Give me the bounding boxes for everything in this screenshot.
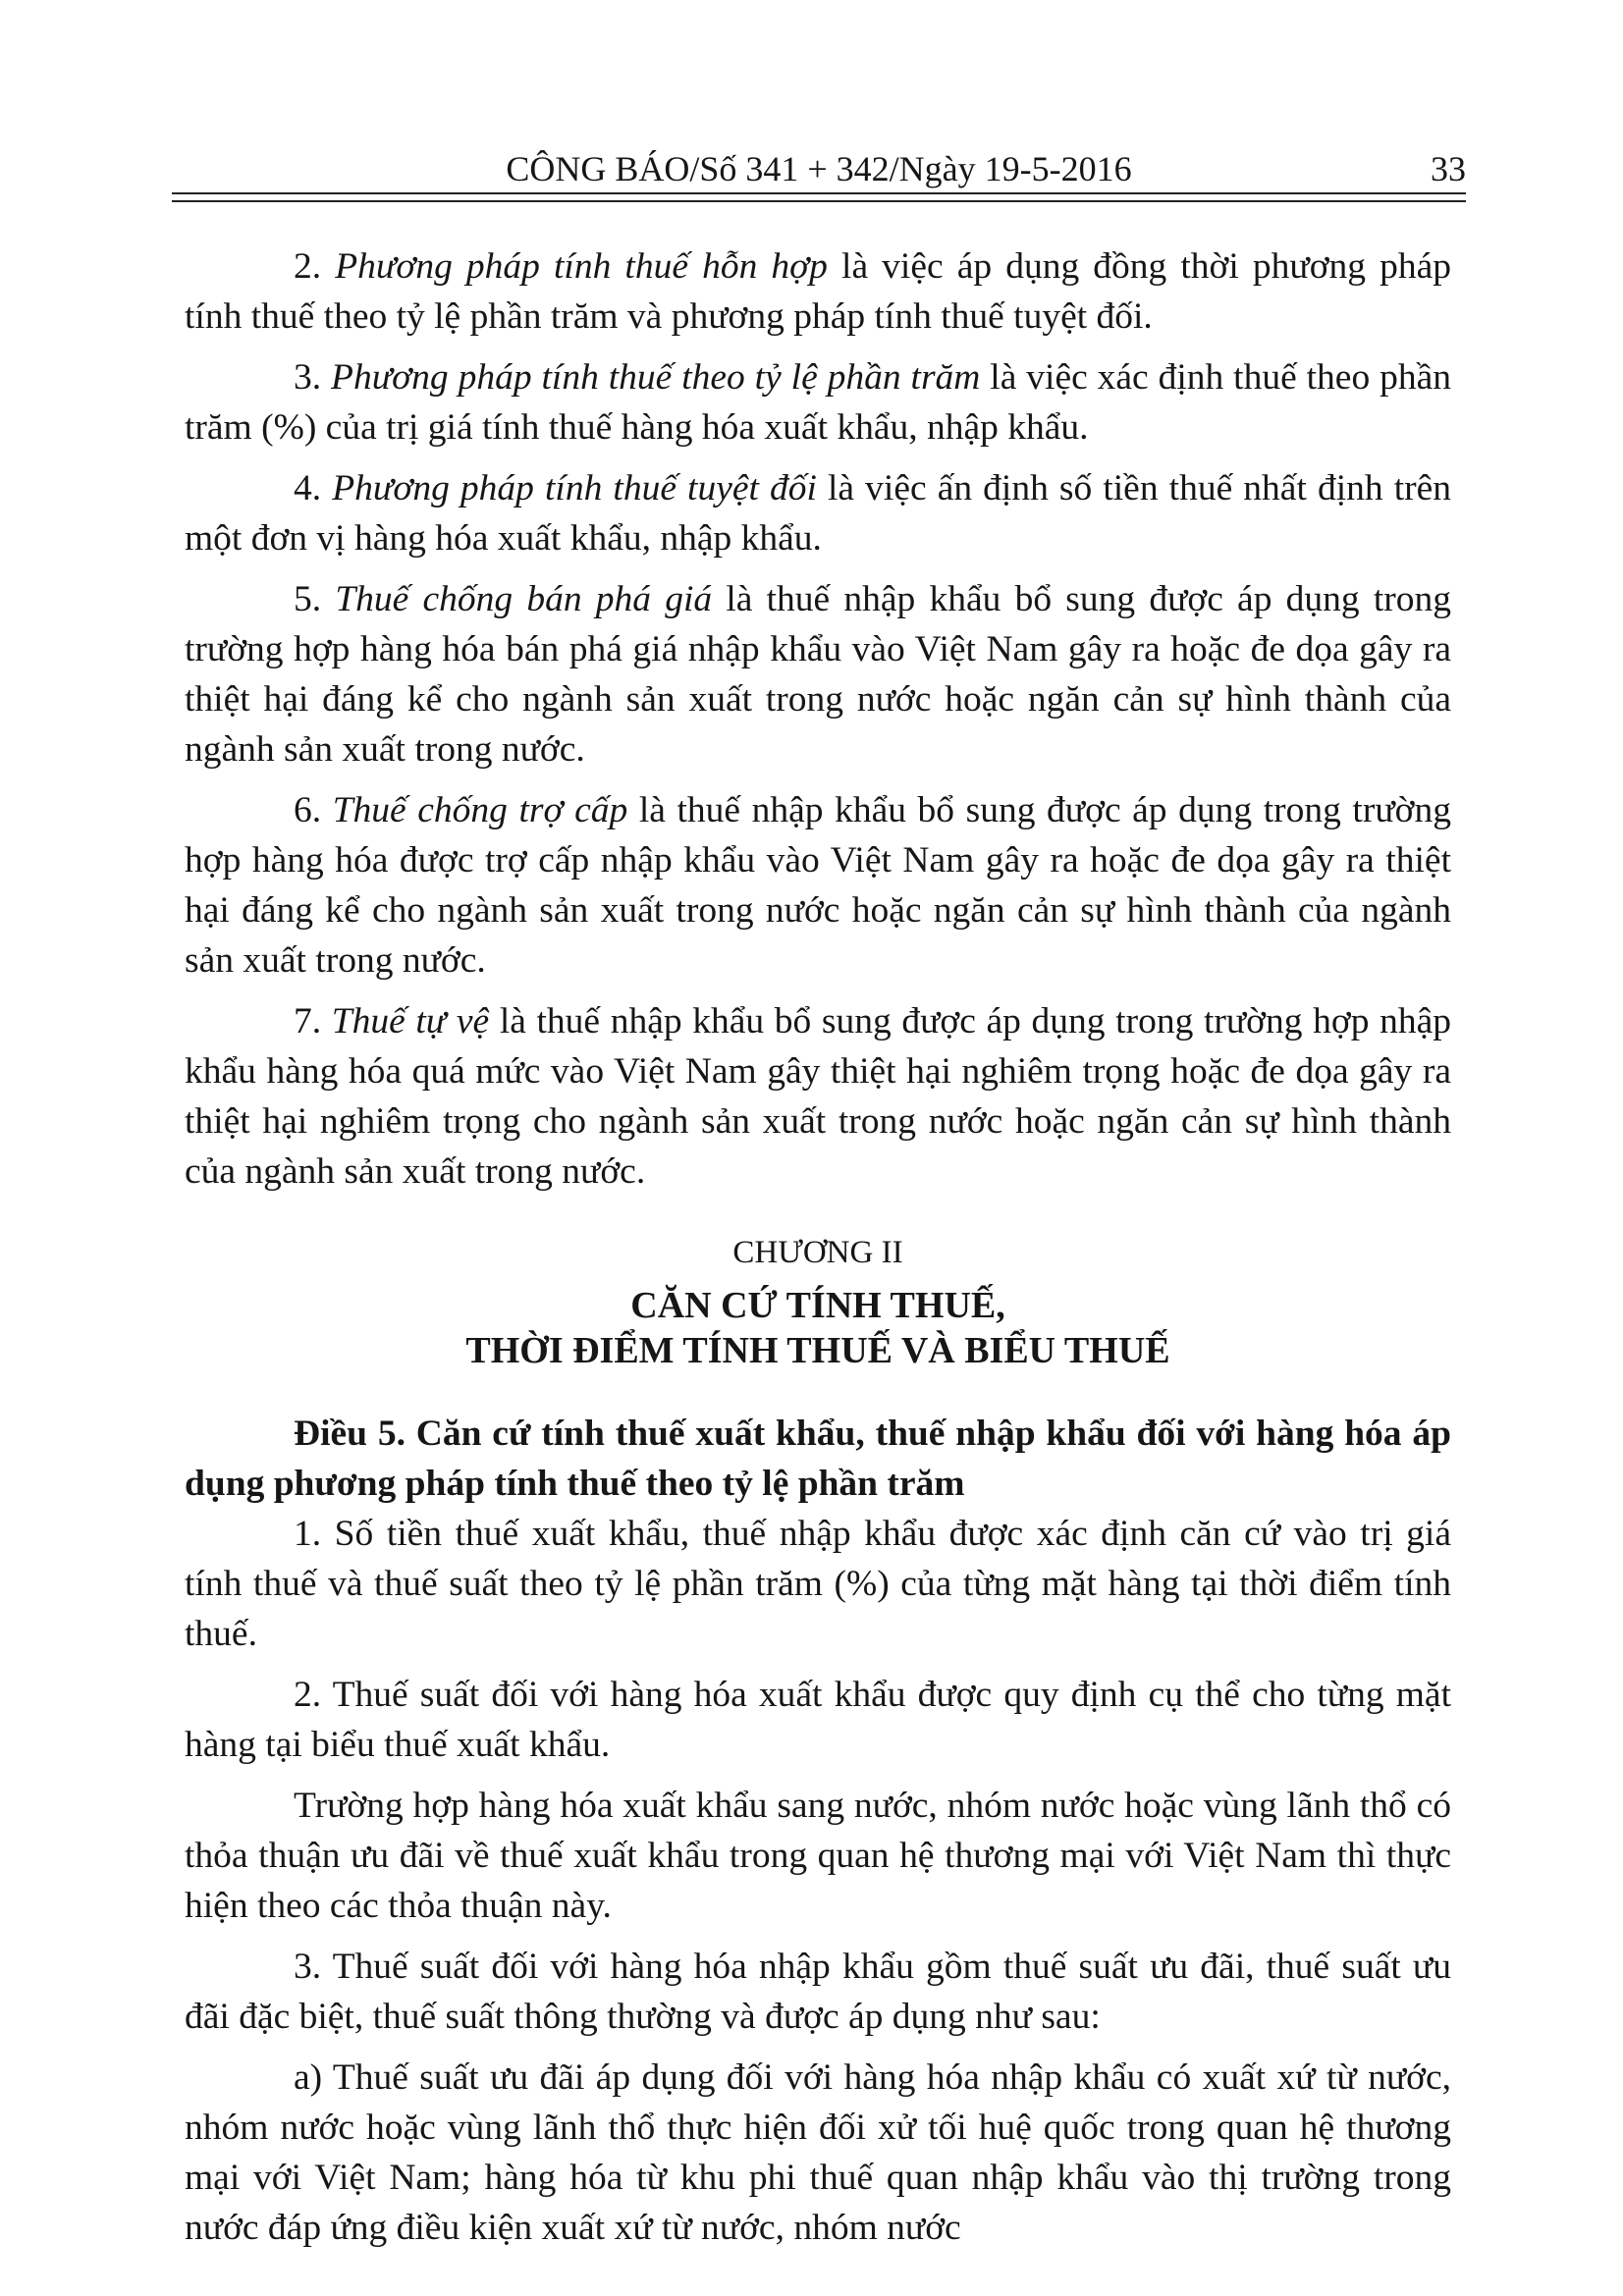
defined-term: Thuế chống trợ cấp [332, 790, 628, 830]
definition-text: là việc xác định thuế theo phần trăm (%) của trị giá tính thuế hàng hóa xuất khẩu, nhập khẩu. [185, 357, 1452, 448]
document-body [185, 241, 1451, 2264]
article-clause-2: 2. Thuế suất đối với hàng hóa xuất khẩu được quy định cụ thể cho từng mặt hàng tại biểu thuế xuất khẩu. [185, 1675, 1451, 1765]
definition-text: là việc ấn định số tiền thuế nhất định trên một đơn vị hàng hóa xuất khẩu, nhập khẩu. [185, 468, 1451, 559]
definition-text: là thuế nhập khẩu bổ sung được áp dụng trong trường hợp nhập khẩu hàng hóa quá mức vào Việt Nam gây thiệt hại nghiêm trọng hoặc đe dọa gây ra thiệt hại nghiêm trọng cho ngành sản xuất trong nước hoặc ngăn cản sự hình thành của ngành sản xuất trong nước. [185, 1001, 1451, 1192]
definition-number: 5. [294, 579, 322, 619]
article-clause-3a: a) Thuế suất ưu đãi áp dụng đối với hàng hóa nhập khẩu có xuất xứ từ nước, nhóm nước hoặc vùng lãnh thổ thực hiện đối xử tối huệ quốc trong quan hệ thương mại với Việt Nam; hàng hóa từ khu phi thuế quan nhập khẩu vào thị trường trong nước đáp ứng điều kiện xuất xứ từ nước, nhóm nước [185, 2057, 1451, 2248]
defined-term: Thuế chống bán phá giá [335, 579, 713, 619]
defined-term: Phương pháp tính thuế hỗn hợp [335, 246, 828, 287]
chapter-title [185, 1283, 1451, 1373]
article-clause-3: 3. Thuế suất đối với hàng hóa nhập khẩu gồm thuế suất ưu đãi, thuế suất ưu đãi đặc biệt, thuế suất thông thường và được áp dụng như sau: [185, 1947, 1451, 2037]
definition-paragraph-5 [185, 574, 1451, 774]
chapter-title-line-2: THỜI ĐIỂM TÍNH THUẾ VÀ BIỂU THUẾ [465, 1330, 1170, 1371]
article-heading: Điều 5. Căn cứ tính thuế xuất khẩu, thuế nhập khẩu đối với hàng hóa áp dụng phương pháp tính thuế theo tỷ lệ phần trăm [185, 1414, 1451, 1504]
definition-number: 2. [294, 246, 322, 287]
defined-term: Thuế tự vệ [331, 1001, 490, 1041]
page-header [172, 147, 1466, 192]
definition-number: 7. [294, 1001, 322, 1041]
defined-term: Phương pháp tính thuế tuyệt đối [332, 468, 817, 508]
definition-paragraph-6 [185, 785, 1451, 986]
header-rule-top [172, 192, 1466, 194]
gazette-header-title: CÔNG BÁO/Số 341 + 342/Ngày 19-5-2016 [506, 149, 1132, 188]
definition-paragraph-3 [185, 352, 1451, 453]
definition-paragraph-7 [185, 996, 1451, 1197]
chapter-label: CHƯƠNG II [732, 1235, 903, 1270]
definition-text: là thuế nhập khẩu bổ sung được áp dụng trong trường hợp hàng hóa được trợ cấp nhập khẩu vào Việt Nam gây ra hoặc đe dọa gây ra thiệt hại đáng kể cho ngành sản xuất trong nước hoặc ngăn cản sự hình thành của ngành sản xuất trong nước. [185, 790, 1451, 981]
definition-number: 6. [294, 790, 322, 830]
definition-number: 4. [294, 468, 322, 508]
definition-text: là thuế nhập khẩu bổ sung được áp dụng trong trường hợp hàng hóa bán phá giá nhập khẩu vào Việt Nam gây ra hoặc đe dọa gây ra thiệt hại đáng kể cho ngành sản xuất trong nước hoặc ngăn cản sự hình thành của ngành sản xuất trong nước. [185, 579, 1452, 770]
definition-paragraph-4 [185, 463, 1451, 563]
header-rule-bottom [172, 200, 1466, 202]
article-clause-1: 1. Số tiền thuế xuất khẩu, thuế nhập khẩu được xác định căn cứ vào trị giá tính thuế và thuế suất theo tỷ lệ phần trăm (%) của từng mặt hàng tại thời điểm tính thuế. [185, 1514, 1451, 1654]
article-clause-2-note: Trường hợp hàng hóa xuất khẩu sang nước, nhóm nước hoặc vùng lãnh thổ có thỏa thuận ưu đãi về thuế xuất khẩu trong quan hệ thương mại với Việt Nam thì thực hiện theo các thỏa thuận này. [185, 1786, 1451, 1926]
page-number: 33 [1431, 149, 1466, 188]
chapter-title-line-1: CĂN CỨ TÍNH THUẾ, [630, 1285, 1005, 1326]
definition-number: 3. [294, 357, 322, 398]
definition-text: là việc áp dụng đồng thời phương pháp tính thuế theo tỷ lệ phần trăm và phương pháp tính thuế tuyệt đối. [185, 246, 1451, 337]
defined-term: Phương pháp tính thuế theo tỷ lệ phần trăm [331, 357, 981, 398]
definition-paragraph-2 [185, 241, 1451, 342]
